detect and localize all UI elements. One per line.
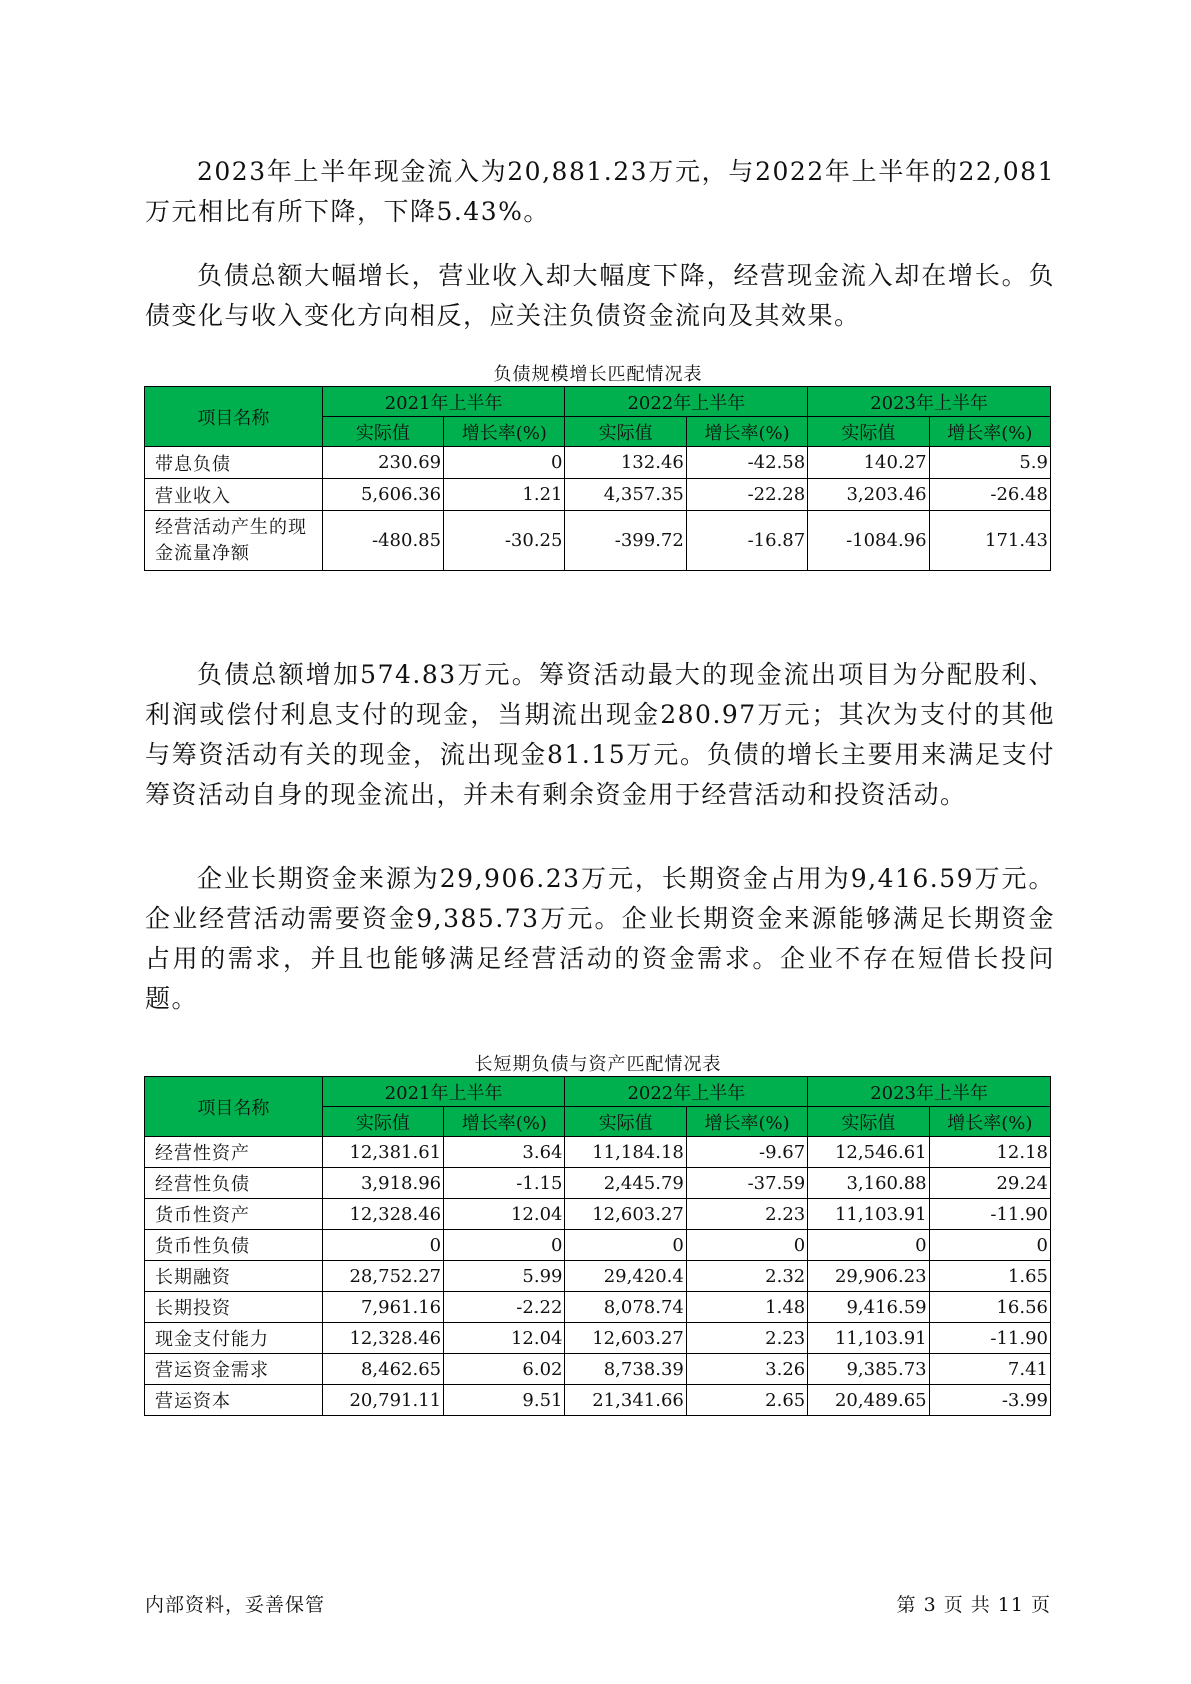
row-label: 经营性负债: [145, 1168, 323, 1199]
paragraph-debt-increase: 负债总额增加574.83万元。筹资活动最大的现金流出项目为分配股利、利润或偿付利息支付的现金，当期流出现金280.97万元；其次为支付的其他与筹资活动有关的现金，流出现金81.15万元。负债的增长主要用来满足支付筹资活动自身的现金流出，并未有剩余资金用于经营活动和投资活动。: [145, 660, 1055, 809]
cell-value: 0: [444, 1230, 565, 1261]
row-label: 带息负债: [145, 447, 323, 479]
cell-value: -399.72: [565, 511, 686, 571]
cell-value: 29,420.4: [565, 1261, 686, 1292]
header-period-2022: 2022年上半年: [565, 387, 808, 417]
row-label: 长期投资: [145, 1292, 323, 1323]
cell-value: -11.90: [929, 1199, 1050, 1230]
cell-value: 29,906.23: [808, 1261, 929, 1292]
header-period-2023: 2023年上半年: [808, 1077, 1051, 1107]
row-label: 货币性资产: [145, 1199, 323, 1230]
cell-value: 12,328.46: [322, 1323, 443, 1354]
cell-value: 8,738.39: [565, 1354, 686, 1385]
cell-value: 5,606.36: [322, 479, 443, 511]
cell-value: 230.69: [322, 447, 443, 479]
header-period-2023: 2023年上半年: [808, 387, 1051, 417]
cell-value: 7,961.16: [322, 1292, 443, 1323]
cell-value: 9,385.73: [808, 1354, 929, 1385]
paragraph-long-term-funds: 企业长期资金来源为29,906.23万元，长期资金占用为9,416.59万元。企业经营活动需要资金9,385.73万元。企业长期资金来源能够满足长期资金占用的需求，并且也能够满足经营活动的资金需求。企业不存在短借长投问题。: [145, 864, 1055, 1013]
cell-value: 2.32: [686, 1261, 807, 1292]
paragraph-cash-inflow: 2023年上半年现金流入为20,881.23万元，与2022年上半年的22,081万元相比有所下降，下降5.43%。: [145, 157, 1055, 226]
cell-value: 0: [808, 1230, 929, 1261]
cell-value: 29.24: [929, 1168, 1050, 1199]
header-period-2021: 2021年上半年: [322, 1077, 565, 1107]
table-row: [145, 1230, 1051, 1261]
cell-value: -16.87: [686, 511, 807, 571]
cell-value: 16.56: [929, 1292, 1050, 1323]
cell-value: 6.02: [444, 1354, 565, 1385]
cell-value: 9.51: [444, 1385, 565, 1416]
cell-value: 9,416.59: [808, 1292, 929, 1323]
table-row: [145, 447, 1051, 479]
table-row: [145, 1137, 1051, 1168]
header-growth: 增长率(%): [686, 417, 807, 447]
table2-caption: 长短期负债与资产匹配情况表: [474, 1054, 722, 1075]
cell-value: -480.85: [322, 511, 443, 571]
row-label: 营运资金需求: [145, 1354, 323, 1385]
cell-value: 140.27: [808, 447, 929, 479]
header-growth: 增长率(%): [444, 417, 565, 447]
cell-value: 12.18: [929, 1137, 1050, 1168]
row-label: 长期融资: [145, 1261, 323, 1292]
table-row: [145, 1292, 1051, 1323]
cell-value: 12,381.61: [322, 1137, 443, 1168]
table-row: [145, 1385, 1051, 1416]
row-label: 经营性资产: [145, 1137, 323, 1168]
header-period-2021: 2021年上半年: [322, 387, 565, 417]
header-actual: 实际值: [322, 1107, 443, 1137]
table-row: [145, 1323, 1051, 1354]
header-growth: 增长率(%): [686, 1107, 807, 1137]
cell-value: 3,918.96: [322, 1168, 443, 1199]
header-growth: 增长率(%): [929, 417, 1050, 447]
cell-value: 0: [929, 1230, 1050, 1261]
cell-value: -42.58: [686, 447, 807, 479]
cell-value: 171.43: [929, 511, 1050, 571]
cell-value: 12.04: [444, 1199, 565, 1230]
cell-value: 12,546.61: [808, 1137, 929, 1168]
header-item-name: 项目名称: [145, 387, 323, 447]
cell-value: 8,078.74: [565, 1292, 686, 1323]
cell-value: 12,603.27: [565, 1323, 686, 1354]
cell-value: -9.67: [686, 1137, 807, 1168]
paragraph-debt-revenue: 负债总额大幅增长，营业收入却大幅度下降，经营现金流入却在增长。负债变化与收入变化方向相反，应关注负债资金流向及其效果。: [145, 261, 1055, 330]
cell-value: 5.99: [444, 1261, 565, 1292]
cell-value: 0: [565, 1230, 686, 1261]
row-label: 经营活动产生的现金流量净额: [145, 511, 323, 571]
cell-value: 11,103.91: [808, 1199, 929, 1230]
cell-value: 2,445.79: [565, 1168, 686, 1199]
cell-value: -30.25: [444, 511, 565, 571]
row-label: 货币性负债: [145, 1230, 323, 1261]
header-actual: 实际值: [808, 1107, 929, 1137]
cell-value: -11.90: [929, 1323, 1050, 1354]
header-actual: 实际值: [322, 417, 443, 447]
row-label: 营业收入: [145, 479, 323, 511]
cell-value: 2.23: [686, 1323, 807, 1354]
cell-value: 1.48: [686, 1292, 807, 1323]
header-growth: 增长率(%): [929, 1107, 1050, 1137]
cell-value: 11,184.18: [565, 1137, 686, 1168]
cell-value: 28,752.27: [322, 1261, 443, 1292]
cell-value: 0: [686, 1230, 807, 1261]
table-row: [145, 1354, 1051, 1385]
cell-value: 5.9: [929, 447, 1050, 479]
cell-value: 0: [444, 447, 565, 479]
cell-value: 12,603.27: [565, 1199, 686, 1230]
cell-value: -26.48: [929, 479, 1050, 511]
cell-value: 1.65: [929, 1261, 1050, 1292]
table1-caption: 负债规模增长匹配情况表: [493, 364, 703, 385]
cell-value: -3.99: [929, 1385, 1050, 1416]
cell-value: 21,341.66: [565, 1385, 686, 1416]
asset-liability-match-table: [144, 1076, 1051, 1416]
cell-value: 20,489.65: [808, 1385, 929, 1416]
cell-value: -2.22: [444, 1292, 565, 1323]
footer-confidential-note: 内部资料，妥善保管: [145, 1594, 326, 1616]
header-actual: 实际值: [565, 417, 686, 447]
cell-value: -1084.96: [808, 511, 929, 571]
footer-page-number: 第 3 页 共 11 页: [896, 1594, 1051, 1616]
header-period-2022: 2022年上半年: [565, 1077, 808, 1107]
table-row: [145, 1199, 1051, 1230]
table-row: [145, 479, 1051, 511]
debt-growth-table: [144, 386, 1051, 571]
cell-value: -22.28: [686, 479, 807, 511]
cell-value: -1.15: [444, 1168, 565, 1199]
header-actual: 实际值: [808, 417, 929, 447]
cell-value: 0: [322, 1230, 443, 1261]
header-item-name: 项目名称: [145, 1077, 323, 1137]
header-actual: 实际值: [565, 1107, 686, 1137]
row-label: 现金支付能力: [145, 1323, 323, 1354]
header-growth: 增长率(%): [444, 1107, 565, 1137]
table-row: [145, 1261, 1051, 1292]
cell-value: -37.59: [686, 1168, 807, 1199]
cell-value: 20,791.11: [322, 1385, 443, 1416]
cell-value: 2.23: [686, 1199, 807, 1230]
cell-value: 3.64: [444, 1137, 565, 1168]
cell-value: 4,357.35: [565, 479, 686, 511]
cell-value: 8,462.65: [322, 1354, 443, 1385]
cell-value: 132.46: [565, 447, 686, 479]
table-row: [145, 1168, 1051, 1199]
row-label: 营运资本: [145, 1385, 323, 1416]
table-row: [145, 511, 1051, 571]
cell-value: 2.65: [686, 1385, 807, 1416]
cell-value: 12,328.46: [322, 1199, 443, 1230]
cell-value: 7.41: [929, 1354, 1050, 1385]
cell-value: 3.26: [686, 1354, 807, 1385]
cell-value: 11,103.91: [808, 1323, 929, 1354]
cell-value: 3,160.88: [808, 1168, 929, 1199]
cell-value: 1.21: [444, 479, 565, 511]
cell-value: 3,203.46: [808, 479, 929, 511]
cell-value: 12.04: [444, 1323, 565, 1354]
